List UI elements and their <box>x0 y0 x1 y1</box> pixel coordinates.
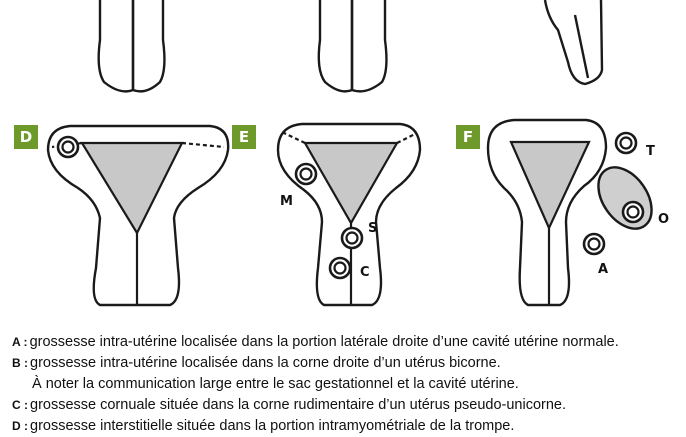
panel-a-uterus-shape <box>99 0 165 91</box>
panel-e-sac-c <box>330 258 350 278</box>
label-o: O <box>658 212 670 227</box>
legend-item-d <box>12 416 680 437</box>
legend <box>12 332 680 437</box>
panel-d-gestational-sac <box>58 137 78 157</box>
panel-f-sac-o <box>623 202 643 222</box>
panel-e-sac-s <box>342 228 362 248</box>
legend-item-a <box>12 332 680 353</box>
panel-c-uterus-shape <box>545 0 602 84</box>
legend-item-c <box>12 395 680 416</box>
legend-key: D : <box>12 419 28 433</box>
legend-item-b <box>12 353 680 374</box>
panel-e-uterus <box>278 124 420 305</box>
legend-text: grossesse intra-utérine localisée dans la corne droite d’un utérus bicorne. <box>30 355 501 371</box>
label-m: M <box>280 194 293 209</box>
legend-key: B : <box>12 356 28 370</box>
panel-f-badge: F <box>456 125 480 149</box>
panel-f-sac-t <box>616 133 636 153</box>
panel-e-sac-m <box>296 164 316 184</box>
label-s: S <box>368 221 378 236</box>
legend-key: A : <box>12 335 28 349</box>
legend-text: grossesse intra-utérine localisée dans la portion latérale droite d’une cavité utérine normale. <box>29 334 619 350</box>
label-t: T <box>646 144 655 159</box>
label-a: A <box>598 262 609 277</box>
panel-f-sac-a <box>584 234 604 254</box>
panel-b-uterus-shape <box>319 0 387 91</box>
legend-key: C : <box>12 398 28 412</box>
panel-e-badge: E <box>232 125 256 149</box>
legend-text: grossesse interstitielle située dans la portion intramyométriale de la trompe. <box>30 418 515 434</box>
panel-d-badge: D <box>14 125 38 149</box>
label-c: C <box>360 265 370 280</box>
panel-f-uterus <box>488 120 609 305</box>
legend-text: grossesse cornuale située dans la corne rudimentaire d’un utérus pseudo-unicorne. <box>30 397 567 413</box>
legend-item-b-note: À noter la communication large entre le sac gestationnel et la cavité utérine. <box>32 376 519 392</box>
